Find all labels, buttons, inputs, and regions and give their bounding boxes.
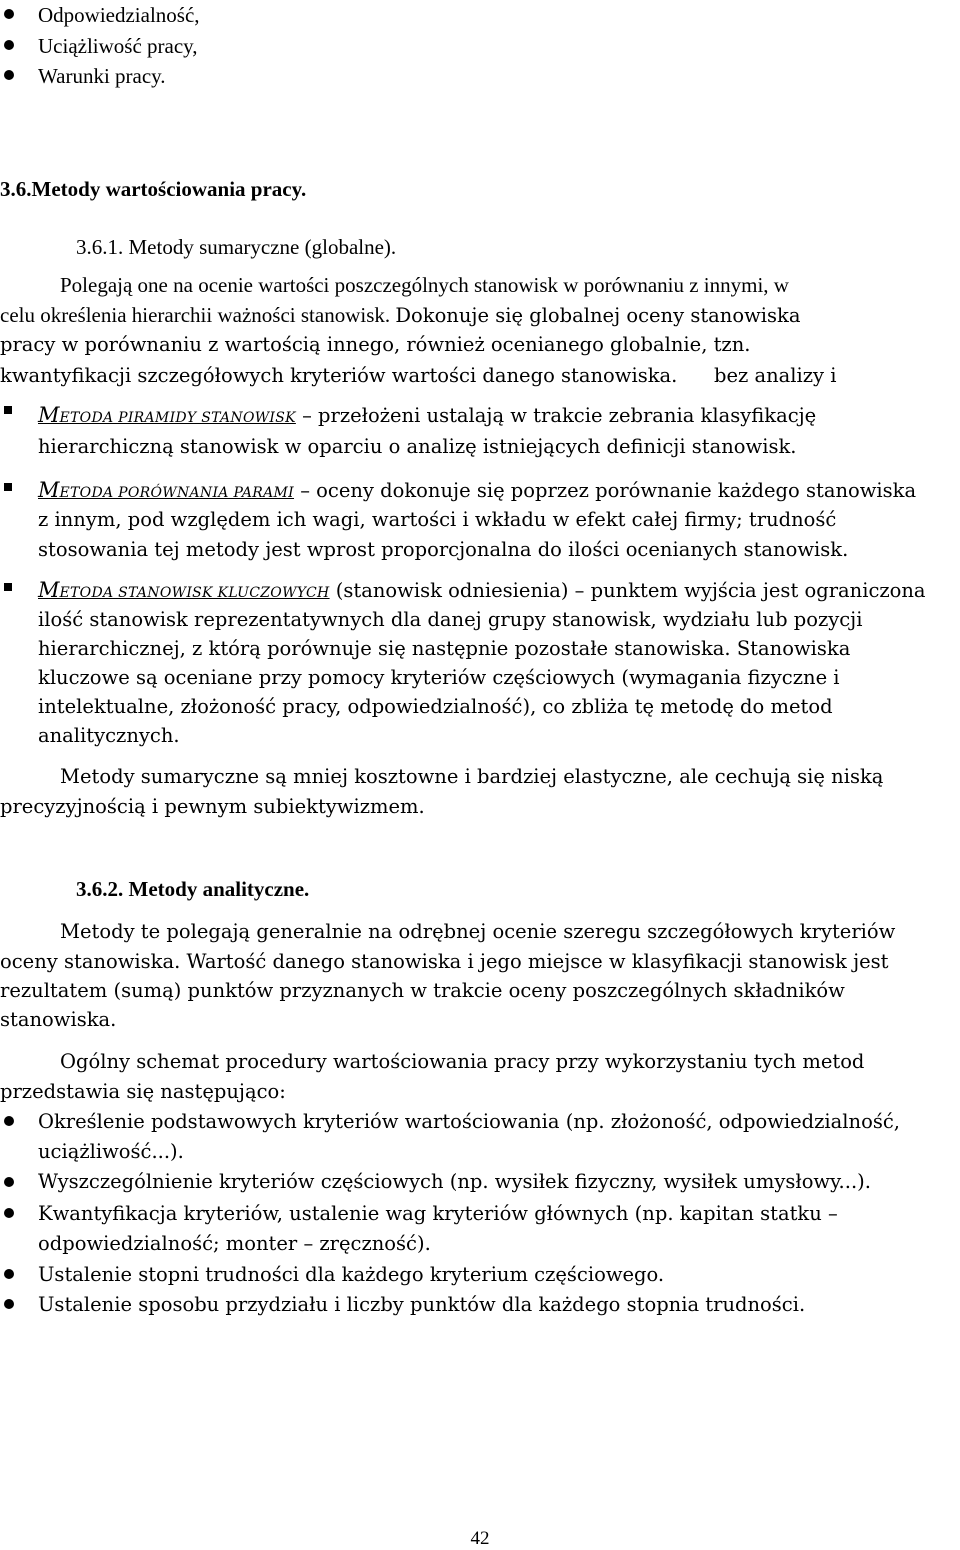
- bullet-icon: [4, 40, 14, 50]
- method-text: – przełożeni ustalają w trakcie zebrania klasyfikację: [302, 404, 817, 427]
- bullet-icon: [4, 1299, 14, 1309]
- step-line: Ustalenie sposobu przydziału i liczby punktów dla każdego stopnia trudności.: [38, 1293, 806, 1316]
- list-item: Odpowiedzialność,: [38, 3, 200, 27]
- method-line: [38, 575, 926, 608]
- paragraph-line: kwantyfikacji szczegółowych kryteriów wartości danego stanowiska.: [0, 364, 678, 387]
- method-line: ilość stanowisk reprezentatywnych dla danej grupy stanowisk, wydziału lub pozycji: [38, 608, 863, 631]
- method-line: kluczowe są oceniane przy pomocy kryteriów częściowych (wymagania fizyczne i: [38, 666, 840, 689]
- method-line: hierarchiczną stanowisk w oparciu o analizę istniejących definicji stanowisk.: [38, 435, 797, 458]
- paragraph-text: Dokonuje się globalnej oceny stanowiska: [395, 304, 801, 327]
- method-line: [38, 475, 916, 508]
- paragraph-line: oceny stanowiska. Wartość danego stanowiska i jego miejsce w klasyfikacji stanowisk jest: [0, 950, 889, 973]
- bullet-icon: [4, 1269, 14, 1279]
- square-bullet-icon: [4, 483, 12, 491]
- step-line: odpowiedzialność; monter – zręczność).: [38, 1232, 431, 1255]
- summary-line: precyzyjnością i pewnym subiektywizmem.: [0, 795, 425, 818]
- paragraph-text: celu określenia hierarchii ważności stanowisk.: [0, 303, 391, 327]
- page-number: 42: [470, 1528, 490, 1549]
- method-line: stosowania tej metody jest wprost proporcjonalna do ilości ocenianych stanowisk.: [38, 538, 849, 561]
- method-text: – oceny dokonuje się poprzez porównanie każdego stanowiska: [300, 479, 917, 502]
- paragraph-line: Metody te polegają generalnie na odrębnej ocenie szeregu szczegółowych kryteriów: [60, 920, 896, 943]
- method-name: METODA STANOWISK KLUCZOWYCH: [38, 578, 330, 602]
- square-bullet-icon: [4, 583, 12, 591]
- method-name: METODA PIRAMIDY STANOWISK: [38, 403, 296, 427]
- paragraph-line: rezultatem (sumą) punktów przyznanych w trakcie oceny poszczególnych składników: [0, 979, 845, 1002]
- paragraph-line: [0, 300, 800, 331]
- paragraph-line: Ogólny schemat procedury wartościowania pracy przy wykorzystaniu tych metod: [60, 1050, 865, 1073]
- step-line: Ustalenie stopni trudności dla każdego kryterium częściowego.: [38, 1263, 665, 1286]
- paragraph-line: stanowiska.: [0, 1008, 117, 1031]
- method-text: (stanowisk odniesienia) – punktem wyjścia jest ograniczona: [335, 579, 926, 602]
- method-line: [38, 400, 816, 433]
- method-line: hierarchicznej, z którą porównuje się następnie pozostałe stanowiska. Stanowiska: [38, 637, 851, 660]
- bullet-icon: [4, 1177, 14, 1187]
- bullet-icon: [4, 9, 14, 19]
- method-line: intelektualne, złożoność pracy, odpowiedzialność), co zbliża tę metodę do metod: [38, 695, 833, 718]
- method-line: analitycznych.: [38, 724, 180, 747]
- method-line: z innym, pod względem ich wagi, wartości i wkładu w efekt całej firmy; trudność: [38, 508, 837, 531]
- subsection-heading: 3.6.2. Metody analityczne.: [76, 877, 310, 901]
- step-line: Określenie podstawowych kryteriów wartościowania (np. złożoność, odpowiedzialność,: [38, 1110, 900, 1133]
- list-item: Warunki pracy.: [38, 64, 166, 88]
- subsection-heading: 3.6.1. Metody sumaryczne (globalne).: [76, 235, 397, 259]
- bullet-icon: [4, 70, 14, 80]
- paragraph-line: przedstawia się następująco:: [0, 1080, 286, 1103]
- section-heading: 3.6.Metody wartościowania pracy.: [0, 177, 307, 201]
- list-item: Uciążliwość pracy,: [38, 34, 198, 58]
- bullet-icon: [4, 1116, 14, 1126]
- step-line: uciążliwość...).: [38, 1140, 184, 1163]
- step-line: Kwantyfikacja kryteriów, ustalenie wag kryteriów głównych (np. kapitan statku –: [38, 1202, 838, 1225]
- paragraph-line: Polegają one na ocenie wartości poszczególnych stanowisk w porównaniu z innymi, w: [60, 273, 789, 297]
- square-bullet-icon: [4, 406, 12, 414]
- step-line: Wyszczególnienie kryteriów częściowych (np. wysiłek fizyczny, wysiłek umysłowy...).: [38, 1170, 871, 1193]
- summary-line: Metody sumaryczne są mniej kosztowne i bardziej elastyczne, ale cechują się niską: [60, 765, 884, 788]
- paragraph-text: bez analizy i: [714, 364, 837, 387]
- bullet-icon: [4, 1208, 14, 1218]
- method-name: METODA PORÓWNANIA PARAMI: [38, 478, 295, 502]
- paragraph-line: pracy w porównaniu z wartością innego, również ocenianego globalnie, tzn.: [0, 333, 751, 356]
